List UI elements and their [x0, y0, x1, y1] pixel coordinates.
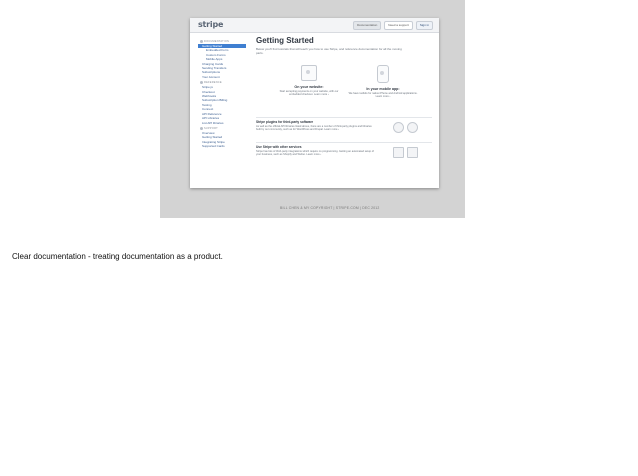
sidebar-item[interactable]: Charging Cards [202, 61, 224, 66]
page-title: Getting Started [256, 36, 314, 45]
plugin-logos [393, 122, 418, 133]
intro-text: Below you'll find tutorials that will teach you how to use Stripe, and reference documentation for all the moving parts. [256, 47, 402, 55]
sidebar-item[interactable]: List API libraries [202, 120, 224, 125]
block-heading: Stripe plugins for third-party software [256, 120, 314, 124]
sidebar-item[interactable]: Integrating Stripe [202, 139, 225, 144]
sidebar-section-heading [200, 81, 246, 84]
mobile-app-card[interactable] [348, 59, 418, 99]
sidebar-item[interactable]: Embedded Form [206, 48, 229, 53]
wufoo-icon[interactable] [407, 147, 418, 158]
sign-in-button[interactable]: Sign in [416, 21, 433, 30]
card-heading: In your mobile app: [366, 87, 400, 91]
slide [160, 0, 465, 218]
sidebar-item[interactable]: Getting Started [198, 44, 246, 48]
section-icon [200, 81, 203, 84]
sidebar-item[interactable]: Sending Transfers [202, 66, 227, 71]
sidebar-item[interactable]: Subscription Billing [202, 98, 228, 103]
services-block [256, 145, 432, 165]
platform-cards [256, 59, 432, 115]
sidebar-item[interactable]: API Libraries [202, 116, 220, 121]
stripe-logo[interactable]: stripe [198, 20, 224, 29]
sidebar-section-heading [200, 127, 246, 130]
section-icon [200, 127, 203, 130]
card-description: Start accepting payments on your website, with our embedded checkout. Learn more › [279, 90, 339, 97]
website-card[interactable] [274, 59, 344, 97]
section-icon [200, 40, 203, 43]
phone-icon [377, 65, 389, 83]
support-button[interactable]: Need a support [384, 21, 413, 30]
browser-icon [301, 65, 317, 81]
card-description: We have toolkits for native iPhone and Android applications. Learn more › [348, 92, 418, 99]
sidebar-item[interactable]: Mobile Apps [206, 57, 223, 62]
sidebar-item[interactable]: Overview [202, 130, 215, 135]
sidebar-item[interactable]: Stripe.js [202, 85, 213, 90]
section-label: SUPPORT [204, 126, 218, 130]
sidebar-section-heading [200, 40, 246, 43]
sidebar-item[interactable]: Connect [202, 107, 214, 112]
documentation-button[interactable]: Documentation [353, 21, 381, 30]
sidebar-item[interactable]: Subscriptions [202, 70, 221, 75]
sidebar-item[interactable]: Supported Cards [202, 144, 225, 149]
block-description: Stripe has lots of third-party integrations which require no programming. Getting an automated setup of your business, such as Shopify and Wufoo. Learn more › [256, 150, 374, 157]
card-heading: On your website: [294, 85, 324, 89]
shopping-bag-icon[interactable] [393, 147, 404, 158]
sidebar-item[interactable]: Your Account [202, 74, 220, 79]
sidebar-item[interactable]: Checkout [202, 89, 215, 94]
docs-screenshot [190, 18, 439, 188]
block-description: As well as the official API libraries listed above, there are a number of third-party plugins and libraries built by our community, such as for WordPress and Drupal. Learn more › [256, 125, 372, 132]
section-label: REFERENCE [204, 81, 222, 85]
docs-sidebar [198, 38, 246, 149]
sidebar-item[interactable]: Custom Forms [206, 52, 226, 57]
section-label: DOCUMENTATION [204, 40, 230, 43]
divider [256, 142, 432, 143]
sidebar-item[interactable]: API Reference [202, 111, 222, 116]
plugins-block [256, 120, 432, 140]
wordpress-icon[interactable] [393, 122, 404, 133]
divider [256, 117, 432, 118]
service-logos [393, 147, 418, 158]
top-nav [353, 21, 433, 30]
top-bar [190, 18, 439, 33]
slide-footer: BILL CHEN & MY COPYRIGHT | STRIPE.COM | DEC 2012 [280, 206, 380, 210]
sidebar-item[interactable]: Getting Started [202, 135, 223, 140]
drupal-icon[interactable] [407, 122, 418, 133]
sidebar-item[interactable]: Webhooks [202, 94, 217, 99]
slide-caption: Clear documentation - treating documentation as a product. [12, 252, 223, 261]
main-content [256, 36, 432, 165]
block-heading: Use Stripe with other services [256, 145, 302, 149]
sidebar-item[interactable]: Testing [202, 102, 212, 107]
